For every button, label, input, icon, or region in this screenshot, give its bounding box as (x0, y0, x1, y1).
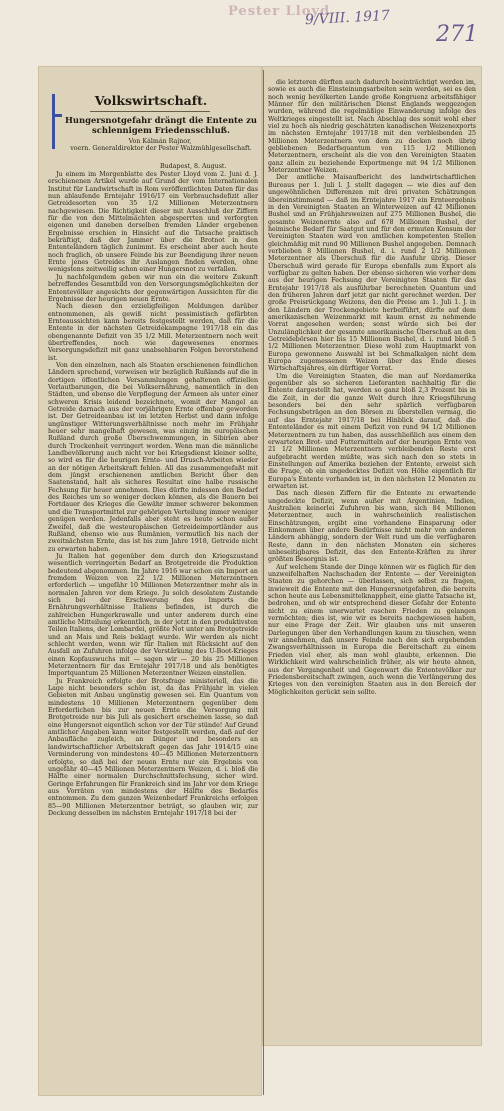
paragraph: Von den einzelnen, nach als Staaten erschienenen feindlichen Ländern sprechend, verweisen wir bezüglich Rußlands auf die in dortigen öffentlichen Versammlungen gehaltenen offiziellen Verlautbarungen, die bei Volksernährung, namentlich in den Städten, und ebenso die Verpflegung der Armeen als unter einer schweren Krisis leidend bezeichnete, womit der Mangel an Getreide darnach aus der vorjährigen Ernte offenbar geworden ist. Der Getreideanbau ist im letzten Herbst und dann infolge ungünstiger Witterungsverhältnisse noch mehr im Frühjahr heuer sehr mangelhaft gewesen, was einzig im europäischen Rußland durch große Überschwemmungen, in Sibirien aber durch Trockenheit verringert worden. Wenn man die männliche Landbevölkerung auch nicht vor bei Kriegsdienst kleiner sollte, so wird es für die heurigen Ernte- und Drusch-Arbeiten wieder an der nötigen Arbeitskraft fehlen. All das zusammengefaßt mit dem jüngst erschienenen amtlichen Bericht über den Saatenstand, halt als sicheres Resultat eine halbe russische Fechsung für heuer annehmen. Dies dürfte indessen den Bedarf des Reiches um so weniger decken können, als die Bauern bei Fortdauer des Krieges die Gewähr immer schwerer bekommen und die Transportmittel zur gehörigen Verteilung immer weniger genügen werden. Jedenfalls aber steht es heute schon außer Zweifel, daß die westeuropäischen Getreideimportländer aus Rußland, ebenso wie aus Rumänien, vermutlich bis nach der zweitnächsten Ernte, das ist bis zum Jahre 1918, Getreide nicht zu erwarten haben. (48, 361, 258, 553)
paragraph: Ju nachfolgendem geben wir nun ein die weitere Zukunft betreffendes Gesamtbild von den Versorgungsmöglichkeiten der Ententevölker angesichts der gegenwärtigen Aussichten für die Ergebnisse der heurigen neuen Ernte. (48, 273, 258, 303)
blue-pencil-mark-horizontal (52, 114, 62, 117)
paragraph: Das nach diesen Ziffern für die Entente zu erwartende ungedeckte Defizit, wenn außer mit Argentinien, Indien, Australien keinerlei Zufuhren bis wann, sich 84 Millionen Meterzentner, auch in wahrscheinlich realistischen Einschätzungen, ergibt eine vorhandene Einsparung oder Einkommen über andere Bedürfnisse nicht mehr von anderen Ländern abhängig, sondern der Welt rund um die verfügbaren Reste, dann in den nächsten Monaten ein sicheres unbeseitigbares Defizit, das den Entente-Kräften zu ihrer größten Besorgnis ist. (268, 490, 476, 564)
paragraph: Der amtliche Maisaufbericht des landwirtschaftlichen Bureaus per 1. Juli l. J. stellt dagegen — wie dies auf den ungewöhnlichen Differenzen mit drei privaten Schätzungen übereinstimmend — daß im Erntejahre 1917 ein Ernteergebnis in den Vereinigten Staaten an Winterweizen auf 42 Millionen Bushel und an Frühjahrsweizen auf 275 Millionen Bushel, die gesamte Weizenernte also auf 678 Millionen Bushel, der heimische Bedarf für Saatgut und für den ermuten Konsum der Vereinigten Staaten wird von amtlichen kompetenten Stellen gleichmäßig mit rund 90 Millionen Bushel angegeben. Demnach verblieben 8 Millionen Bushel, d. i. rund 2 1/2 Millionen Meterzentner als Überschuß für die Ausfuhr übrig. Dieser Überschuß wird gerade für Europa ebenfalls zum Export als verfügbar zu gelten haben. Der ebenso sicheren wie vorher dem aus der heurigen Fechsung der Vereinigten Staaten für das Erntejahr 1917/18 als ausführbar berechneten Quantum und den früheren Jahren darf jetzt gar nicht gerechnet werden. Der große Preisrückgang Weizens, den die Preise am 1. Juli 1. J. in den Ländern der Trockengebiete herbeiführt, dürfte auf dem amerikanischen Weizenmarkt mit kaum ernst zu nehmende Vorrat angesehen werden; sonst würde sich bei der Unzulänglichkeit der gesamte amerikanische Überschuß an den Getreidebörsen hier bis 15 Millionen Bushel, d. i. rund bloß 5 1/2 Millionen Meterzentner. Diese wohl zum Hauptmarkt von Europa gewonnene Auswahl ist bei Schmalkalgen nicht dem Europa zugemessenen Weizen über das Ende dieses Wirtschaftsjahres, ein dürftiger Vorrat. (268, 174, 476, 373)
paragraph: Auf welchem Stande der Dinge können wir es füglich für den unzweifelhaften Nachschaden der Entente — der Vereinigten Staaten zu gehorchen — überlassen, sich selbst zu fragen, inwieweit die Entente mit den Hungersnotgefahren, die bereits schon heute aus Lebensmittelknappheit, eine glatte Tatsache ist, bedrohen, und ob wir entsprechend dieser Gefahr der Entente nicht zu einem unerwartet raschen Frieden zu gelangen vermöchten; dies ist, wie wir es bereits nachgewiesen haben, nur eine Frage der Zeit. Wir glauben uns mit unseren Darlegungen über den Verhandlungen kaum zu täuschen, wenn wir annehmen, daß unsere Feinde nach den sich ergebenden Zwangsverhältnissen in Europa die Bereitschaft zu einem Frieden viel eher, als man wohl glaubte, erkennen. Die Wirklichkeit wird wahrscheinlich früher, als wir heute ahnen, aus der Vergangenheit und Gegenwart die Ententevölker zur Friedensbereitschaft zwingen, auch wenn die Verlängerung des Krieges von den vereinigten Staaten aus in den Bereich der Möglichkeiten gerückt sein sollte. (268, 563, 476, 696)
headline: Hungersnotgefahr drängt die Entente zu schlennigem Friedensschluß. (65, 115, 257, 135)
right-column (268, 79, 476, 1042)
author-line: Von Kálmán Rajnor, (128, 138, 192, 145)
paragraph: Um die Vereinigten Staaten, die man auf Nordamerika gegenüber als so sicheren Lieferanten nachhaltig für die Entente dargestellt hat, werden so ganz bloß 2,3 Prozent bis in die Zeit, in der die ganze Welt durch ihre Kriegsführung besonders bei den sehr spärlich verfügbaren Fechsungsbeträgen an den Börsen zu überstellen vermag, die auf das Erntejahr 1917/18 bei Hinblick darauf, daß die Ententeländer es mit einem Defizit von rund 94 1/2 Millionen Meterzentnern zu tun haben, das ausschließlich aus einem den erwarteten Brot- und Futtermitteln auf der heurigen Ernte von 21 1/2 Millionen Meterzentnern verbleibenden Reste erst aufgebracht werden müßte, was sich nach den so stets in Einstellungen auf Amerika beziehen der Entente, erweist sich die Frage, ob ein ungedecktes Defizit von Höhe eigentlich für Europa's Entente vorhanden ist, in den nächsten 12 Monaten zu erwarten ist. (268, 372, 476, 490)
author-role: voern. Generaldirektor der Pester Walzmühlgesellschaft. (70, 145, 252, 152)
title-rule (90, 111, 210, 112)
column-divider (263, 70, 264, 1095)
newspaper-stamp: Pester Lloyd (228, 4, 331, 19)
paragraph: Ju Frankreich erfolgte der Brotsfrage ministeriell, das die Lage nicht besonders schön ist, da das Frühjahr in vielen Gebieten mit Anbau ungünstig gewesen sei. Ein Quantum von mindestens 10 Millionen Meterzentnern gegenüber dem Erforderlichen bis zur neuen Ernte die Versorgung mit Brotgetreide nur bis Juli als gesichert erscheinen lasse, so daß eine Hungersnot eigentlich schon vor der Tür stünde! Auf Grund amtlicher Angaben kann weiter festgestellt werden, daß auf der Anbaufläche zugleich, an Dünger und besonders an landwirtschaftlicher Arbeitskraft gegen das Jahr 1914/15 eine Verminderung von mindestens 40—45 Millionen Meterzentnern erfolgte, so daß bei der neuen Ernte nur ein Ergebnis von ungefähr 40—45 Millionen Meterzentnern Weizen, d. i. bloß die Hälfte einer normalen Durchschnittsfechsung, sicher wird. Geringe Erfahrungen für Frankreich sind im Jahr vor dem Kriege aus Vorräten von mindestens der Hälfte des Bedarfes entnommen. Zu dem ganzen Weizenbedarf Frankreichs erfolgen 85—90 Millionen Meterzentner beträgt, so glauben wir, zur Deckung desselben im nächsten Erntejahr 1917/18 bei der (48, 677, 258, 817)
paragraph: Ju Italien hat gegenüber dem durch den Kriegszustand wesentlich verringerten Bedarf an Brotgetreide die Produktion bedeutend abgenommen. Im Jahre 1916 war schon ein Import an fremdem Weizen von 22 1/2 Millionen Meterzentnern erforderlich — ungefähr 10 Millionen Meterzentner mehr als in normalen Jahren vor dem Kriege. Ju solch desolatem Zustande sich bei der Erschwerung des Imports die Ernährungsverhältnisse Italiens befinden, ist durch die zahlreichen Hungerkrawalle und unter anderem durch eine amtliche Mitteilung erkenntlich, in der jetzt in den produktivsten Teilen Italiens, der Lombardei, größte Not unter am Brotgetreide und an Mais und Reis beklagt wurde. Wir werden als nicht schlecht werden, wenn wir für Italien mit Rücksicht auf den Ausfall an Zufuhren infolge der Verstärkung des U-Boot-Krieges einen Kopfauswuchs mit — sagen wir — 20 bis 25 Millionen Meterzentnern für das Erntejahr 1917/18 und als benötigtes Importquantum 25 Millionen Meterzentner Weizen einstellen. (48, 552, 258, 678)
handwritten-date: 9/VIII. 1917 (304, 7, 391, 29)
paragraph: die letzteren dürften auch dadurch beeinträchtigt werden im, sowie es auch die Einsteinungsarbeiten sein werden, sei es den noch wenig bevölkerten Lande große Kongruenz arbeitsfähiger Männer für den militärischen Dienst Englands weggezogen wurden, während die regelmäßige Einwanderung infolge des Weltkrieges eingestellt ist. Nach Abschlag des somit wohl eher viel zu hoch als niedrig geschätzten kanadischen Weizenexports im nächsten Erntejahr 1917/18 mit den verbleibenden 25 Millionen Meterzentnern von dem zu decken noch übrig gebliebenen Bedarfsquantum von 115 1/2 Millionen Meterzentnern, erscheint als die von den Vereinigten Staaten ganz allein zu beziehende Exportmenge mit 94 1/2 Millionen Meterzentner Weizen. (268, 79, 476, 175)
paragraph: Nach diesen den erzieligfeiligen Meldungen darüber entnommenen, als gewiß nicht pessimistisch gefärbten Ernteaussichten kann bereits festgestellt werden, daß für die Entente in der nächsten Getreidekampagne 1917/18 ein das obengenannte Defizit von 35 1/2 Mill. Meterzentnern noch weit übertreffendes, noch wie dagewesenes enormes Versorgungsdefizit mit ganz unabsehbaren Folgen bevorstehend ist. (48, 303, 258, 362)
handwritten-page-number: 271 (436, 22, 478, 47)
section-title: Volkswirtschaft. (94, 93, 208, 108)
dateline: Budapest, 8. August. (160, 163, 227, 170)
paragraph: Ju einem im Morgenblatte des Pester Lloyd vom 2. Juni d. J. erschienenen Artikel wurde auf Grund der vom Internationalen Institut für Landwirtschaft in Rom veröffentlichten Daten für das nun ablaufende Erntejahr 1916/17 ein Verbrauchsdefizit aller Getreidesorten von 35 1/2 Millionen Meterzentnern nachgewiesen. Die Richtigkeit dieser mit Ausschluß der Ziffern für die von den Mittelmächten abgesperrten und verforgten eigenen und daneben derselben fremden Länder ergebenen Ergebnisse erschien in Hinsicht auf die Tatsache praktisch bekräftigt, daß der Jammer über die Brotnot in den Ententeländern täglich zunimmt. Es erscheint aber auch heute noch fraglich, ob unsere Feinde bis zur Beendigung ihrer neuen Ernte jenes Getreides ihr Auslangen finden werden, ohne wenigstens zeitweilig schon einer Hungersnot zu verfallen. (48, 171, 258, 274)
left-column (48, 171, 258, 1093)
